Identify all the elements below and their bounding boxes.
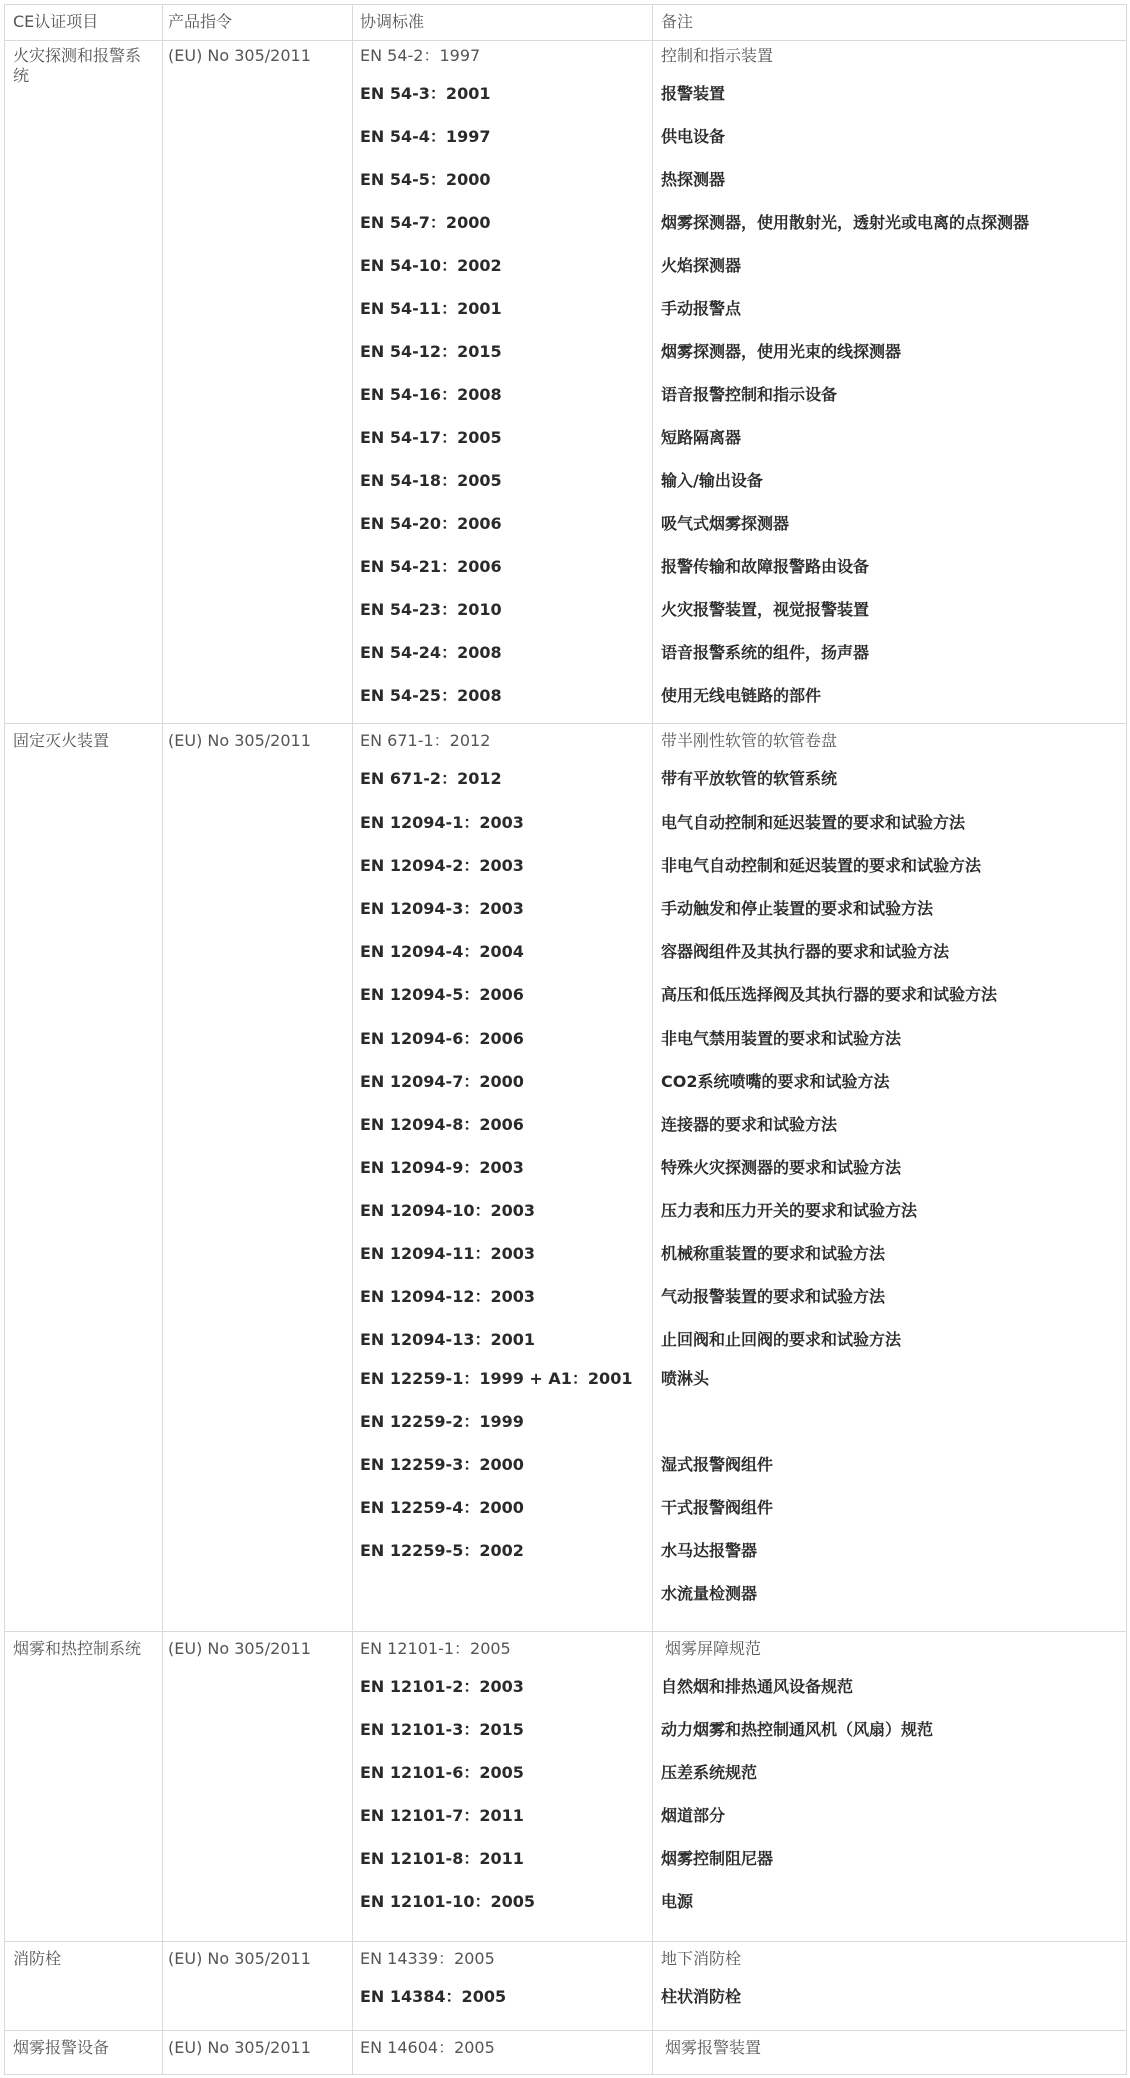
harmonized-standard: EN 12094-3：2003 bbox=[360, 899, 524, 918]
product-directive: (EU) No 305/2011 bbox=[168, 1639, 311, 1658]
harmonized-standard: EN 54-7：2000 bbox=[360, 213, 491, 232]
harmonized-standard: EN 12094-13：2001 bbox=[360, 1330, 535, 1349]
harmonized-standard: EN 12094-9：2003 bbox=[360, 1158, 524, 1177]
standard-note: 火灾报警装置，视觉报警装置 bbox=[661, 600, 870, 619]
section-bottom-border bbox=[4, 1941, 1126, 1942]
harmonized-standard: EN 12101-8：2011 bbox=[360, 1849, 524, 1868]
column-header: 产品指令 bbox=[168, 12, 233, 31]
harmonized-standard: EN 14604：2005 bbox=[360, 2038, 495, 2057]
harmonized-standard: EN 12101-7：2011 bbox=[360, 1806, 524, 1825]
standard-note: 报警装置 bbox=[661, 84, 726, 103]
ce-item-name: 固定灭火装置 bbox=[13, 731, 110, 750]
standard-note: 非电气禁用装置的要求和试验方法 bbox=[661, 1029, 902, 1048]
standard-note: 非电气自动控制和延迟装置的要求和试验方法 bbox=[661, 856, 982, 875]
standard-note: 机械称重装置的要求和试验方法 bbox=[661, 1244, 886, 1263]
column-border bbox=[162, 4, 163, 2075]
harmonized-standard: EN 12259-5：2002 bbox=[360, 1541, 524, 1560]
column-header: 备注 bbox=[661, 12, 694, 31]
harmonized-standard: EN 14384：2005 bbox=[360, 1987, 507, 2006]
product-directive: (EU) No 305/2011 bbox=[168, 1949, 311, 1968]
standard-note: 气动报警装置的要求和试验方法 bbox=[661, 1287, 886, 1306]
table-top-border bbox=[4, 4, 1126, 5]
section-bottom-border bbox=[4, 2074, 1126, 2075]
standard-note: 水流量检测器 bbox=[661, 1584, 758, 1603]
standard-note: 湿式报警阀组件 bbox=[661, 1455, 774, 1474]
harmonized-standard: EN 12101-1：2005 bbox=[360, 1639, 511, 1658]
harmonized-standard: EN 12094-12：2003 bbox=[360, 1287, 535, 1306]
column-border bbox=[1126, 4, 1127, 2075]
harmonized-standard: EN 12094-11：2003 bbox=[360, 1244, 535, 1263]
standard-note: 高压和低压选择阀及其执行器的要求和试验方法 bbox=[661, 985, 998, 1004]
standard-note: 自然烟和排热通风设备规范 bbox=[661, 1677, 854, 1696]
standard-note: 喷淋头 bbox=[661, 1369, 710, 1388]
harmonized-standard: EN 12101-3：2015 bbox=[360, 1720, 524, 1739]
ce-item-name: 烟雾报警设备 bbox=[13, 2038, 110, 2057]
harmonized-standard: EN 12094-6：2006 bbox=[360, 1029, 524, 1048]
harmonized-standard: EN 12259-4：2000 bbox=[360, 1498, 524, 1517]
harmonized-standard: EN 54-12：2015 bbox=[360, 342, 502, 361]
harmonized-standard: EN 54-11：2001 bbox=[360, 299, 502, 318]
harmonized-standard: EN 54-20：2006 bbox=[360, 514, 502, 533]
standard-note: 容器阀组件及其执行器的要求和试验方法 bbox=[661, 942, 950, 961]
standard-note: 烟雾探测器，使用散射光，透射光或电离的点探测器 bbox=[661, 213, 1030, 232]
standard-note: 短路隔离器 bbox=[661, 428, 742, 447]
column-header: 协调标准 bbox=[360, 12, 425, 31]
harmonized-standard: EN 12259-2：1999 bbox=[360, 1412, 524, 1431]
standard-note: 水马达报警器 bbox=[661, 1541, 758, 1560]
standard-note: 柱状消防栓 bbox=[661, 1987, 742, 2006]
standard-note: 使用无线电链路的部件 bbox=[661, 686, 822, 705]
section-bottom-border bbox=[4, 723, 1126, 724]
harmonized-standard: EN 12101-2：2003 bbox=[360, 1677, 524, 1696]
harmonized-standard: EN 12094-1：2003 bbox=[360, 813, 524, 832]
ce-item-name: 烟雾和热控制系统 bbox=[13, 1639, 142, 1658]
standard-note: 电气自动控制和延迟装置的要求和试验方法 bbox=[661, 813, 966, 832]
harmonized-standard: EN 54-16：2008 bbox=[360, 385, 502, 404]
harmonized-standard: EN 54-3：2001 bbox=[360, 84, 491, 103]
harmonized-standard: EN 54-25：2008 bbox=[360, 686, 502, 705]
standard-note: 电源 bbox=[661, 1892, 694, 1911]
product-directive: (EU) No 305/2011 bbox=[168, 2038, 311, 2057]
harmonized-standard: EN 12259-3：2000 bbox=[360, 1455, 524, 1474]
harmonized-standard: EN 12094-5：2006 bbox=[360, 985, 524, 1004]
product-directive: (EU) No 305/2011 bbox=[168, 731, 311, 750]
section-bottom-border bbox=[4, 1631, 1126, 1632]
harmonized-standard: EN 12094-2：2003 bbox=[360, 856, 524, 875]
harmonized-standard: EN 12094-8：2006 bbox=[360, 1115, 524, 1134]
standard-note: 控制和指示装置 bbox=[661, 46, 774, 65]
harmonized-standard: EN 12094-10：2003 bbox=[360, 1201, 535, 1220]
harmonized-standard: EN 671-2：2012 bbox=[360, 769, 502, 788]
harmonized-standard: EN 12101-6：2005 bbox=[360, 1763, 524, 1782]
harmonized-standard: EN 54-5：2000 bbox=[360, 170, 491, 189]
standard-note: 手动报警点 bbox=[661, 299, 742, 318]
standard-note: 烟道部分 bbox=[661, 1806, 726, 1825]
harmonized-standard: EN 54-2：1997 bbox=[360, 46, 481, 65]
harmonized-standard: EN 12094-7：2000 bbox=[360, 1072, 524, 1091]
standard-note: 动力烟雾和热控制通风机（风扇）规范 bbox=[661, 1720, 934, 1739]
standard-note: 烟雾控制阻尼器 bbox=[661, 1849, 774, 1868]
standard-note: CO2系统喷嘴的要求和试验方法 bbox=[661, 1072, 890, 1091]
harmonized-standard: EN 12259-1：1999 + A1：2001 bbox=[360, 1369, 633, 1388]
standard-note: 连接器的要求和试验方法 bbox=[661, 1115, 838, 1134]
standard-note: 压差系统规范 bbox=[661, 1763, 758, 1782]
standard-note: 吸气式烟雾探测器 bbox=[661, 514, 790, 533]
harmonized-standard: EN 671-1：2012 bbox=[360, 731, 491, 750]
harmonized-standard: EN 54-23：2010 bbox=[360, 600, 502, 619]
harmonized-standard: EN 54-24：2008 bbox=[360, 643, 502, 662]
standard-note: 烟雾屏障规范 bbox=[665, 1639, 762, 1658]
harmonized-standard: EN 54-4：1997 bbox=[360, 127, 491, 146]
standard-note: 火焰探测器 bbox=[661, 256, 742, 275]
standard-note: 供电设备 bbox=[661, 127, 726, 146]
standard-note: 干式报警阀组件 bbox=[661, 1498, 774, 1517]
standard-note: 烟雾报警装置 bbox=[665, 2038, 762, 2057]
column-border bbox=[652, 4, 653, 2075]
ce-item-name: 火灾探测和报警系统 bbox=[13, 46, 142, 85]
harmonized-standard: EN 12094-4：2004 bbox=[360, 942, 524, 961]
harmonized-standard: EN 54-18：2005 bbox=[360, 471, 502, 490]
standard-note: 输入/输出设备 bbox=[661, 471, 763, 490]
standard-note: 报警传输和故障报警路由设备 bbox=[661, 557, 870, 576]
standard-note: 止回阀和止回阀的要求和试验方法 bbox=[661, 1330, 902, 1349]
harmonized-standard: EN 54-17：2005 bbox=[360, 428, 502, 447]
harmonized-standard: EN 14339：2005 bbox=[360, 1949, 495, 1968]
standard-note: 地下消防栓 bbox=[661, 1949, 742, 1968]
section-bottom-border bbox=[4, 2030, 1126, 2031]
standard-note: 热探测器 bbox=[661, 170, 726, 189]
standard-note: 烟雾探测器，使用光束的线探测器 bbox=[661, 342, 902, 361]
harmonized-standard: EN 54-10：2002 bbox=[360, 256, 502, 275]
column-border bbox=[352, 4, 353, 2075]
standard-note: 压力表和压力开关的要求和试验方法 bbox=[661, 1201, 918, 1220]
standard-note: 语音报警系统的组件，扬声器 bbox=[661, 643, 870, 662]
standard-note: 特殊火灾探测器的要求和试验方法 bbox=[661, 1158, 902, 1177]
column-border bbox=[4, 4, 5, 2075]
standard-note: 带半刚性软管的软管卷盘 bbox=[661, 731, 838, 750]
standard-note: 手动触发和停止装置的要求和试验方法 bbox=[661, 899, 934, 918]
ce-item-name: 消防栓 bbox=[13, 1949, 62, 1968]
product-directive: (EU) No 305/2011 bbox=[168, 46, 311, 65]
standard-note: 带有平放软管的软管系统 bbox=[661, 769, 838, 788]
column-header: CE认证项目 bbox=[13, 12, 99, 31]
harmonized-standard: EN 54-21：2006 bbox=[360, 557, 502, 576]
header-bottom-border bbox=[4, 40, 1126, 41]
harmonized-standard: EN 12101-10：2005 bbox=[360, 1892, 535, 1911]
standard-note: 语音报警控制和指示设备 bbox=[661, 385, 838, 404]
